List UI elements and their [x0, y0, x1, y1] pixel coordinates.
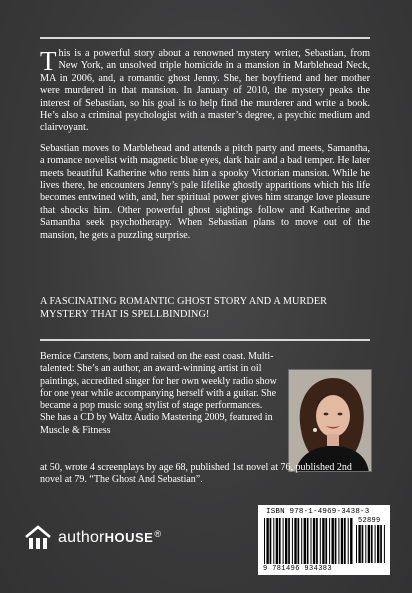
publisher-name-prefix: author — [58, 529, 105, 546]
synopsis-paragraph-1 — [40, 48, 370, 135]
author-bio-continued: at 50, wrote 4 screenplays by age 68, published 1st novel at 76, published 2nd novel at 79. “The Ghost And Sebastian”. — [40, 462, 352, 486]
ean-barcode — [264, 518, 354, 564]
author-bio: Bernice Carstens, born and raised on the east coast. Multi-talented: She’s an author, an award-winning artist in oil paintings, accredited singer for her own weekly radio show for one year while accompanying herself with a guitar. She became a pop music song stylist of stage performances. She has a CD by Waltz Audio Mastering 2009, featured in Muscle & Fitness — [40, 351, 277, 436]
synopsis-paragraph-2: Sebastian moves to Marblehead and attends a pitch party and meets, Samantha, a romance novelist with magnetic blue eyes, dark hair and a bad temper. He later meets beautiful Katherine who rents him a spooky Victorian mansion. While he lives there, he encounters Jenny’s pale lifelike ghostly apparitions which his life becomes entwined with, and, her spiritual power gives him strange love pleasure that shocks him. Other powerful ghost sightings follow and Katherine and Samantha seek psychotherapy. When Sebastian plans to move out of the mansion, he gets a puzzling surprise. — [40, 142, 370, 241]
publisher-name-suffix: HOUSE — [104, 530, 154, 545]
tagline: A FASCINATING ROMANTIC GHOST STORY AND A MURDER MYSTERY THAT IS SPELLBINDING! — [40, 296, 328, 320]
middle-divider — [40, 339, 370, 341]
top-divider — [40, 37, 370, 39]
author-photo — [288, 369, 372, 472]
portrait-image — [289, 370, 372, 472]
ean-number: 9 781496 934383 — [263, 565, 333, 573]
synopsis-text-1: his is a powerful story about a renowned mystery writer, Sebastian, from New York, an unsolved triple homicide in a mansion in Marblehead Neck, MA in 2006, and, a romantic ghost Jenny. She, her boyfriend and her mother were murdered in that mansion. In January of 2010, the mystery peaks the interest of Sebastian, so his goal is to help find the murderer and write a book. He’s also a criminal psychologist with a master’s degree, a psychic medium and clairvoyant. — [40, 48, 370, 134]
house-icon — [24, 524, 52, 552]
addon-barcode — [356, 525, 386, 563]
isbn-number: ISBN 978-1-4969-3438-3 — [266, 508, 370, 516]
barcode-panel — [258, 505, 390, 575]
drop-cap: T — [40, 46, 57, 76]
book-synopsis — [40, 48, 370, 250]
publisher-name — [58, 529, 161, 547]
price-addon-number: 52899 — [358, 517, 381, 525]
registered-mark: ® — [154, 529, 162, 539]
publisher-logo — [24, 524, 161, 552]
